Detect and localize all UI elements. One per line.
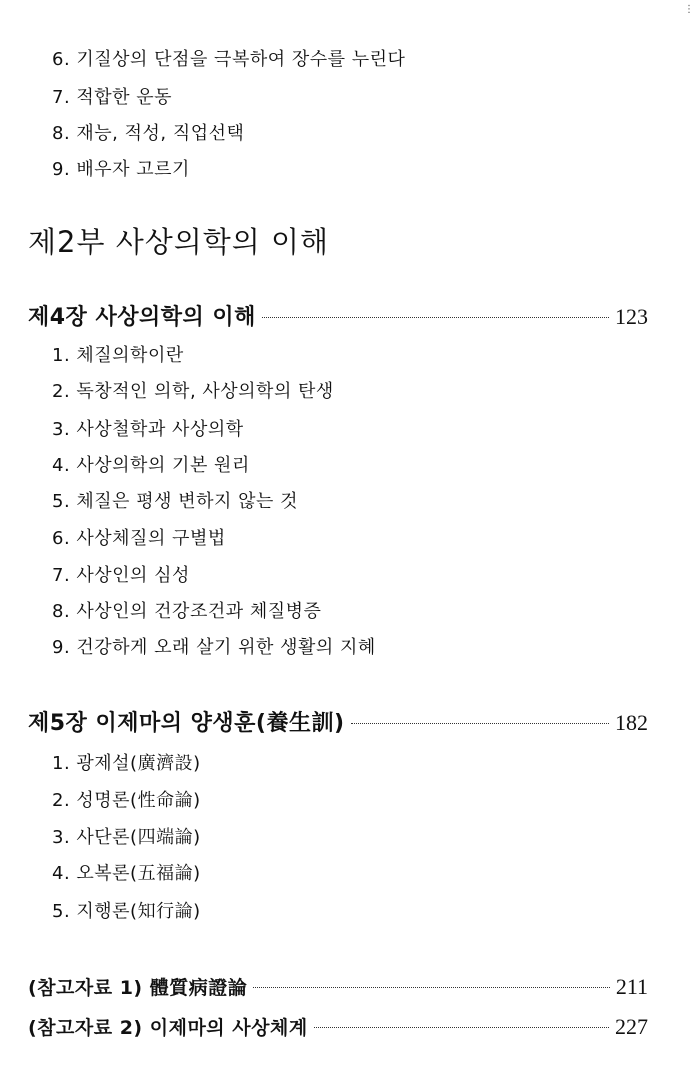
- chapter-title: 제4장 사상의학의 이해: [28, 305, 256, 330]
- chapter-entry: [28, 300, 648, 331]
- part-title: 제2부 사상의학의 이해: [28, 225, 330, 259]
- toc-item: 2. 독창적인 의학, 사상의학의 탄생: [52, 381, 334, 402]
- toc-item: 9. 건강하게 오래 살기 위한 생활의 지혜: [52, 637, 376, 658]
- toc-item: 3. 사상철학과 사상의학: [52, 419, 244, 440]
- scan-speck: ⋮: [684, 4, 694, 15]
- toc-item: 6. 기질상의 단점을 극복하여 장수를 누린다: [52, 49, 406, 70]
- toc-item: 4. 사상의학의 기본 원리: [52, 455, 250, 476]
- toc-item: 3. 사단론(四端論): [52, 827, 201, 848]
- toc-item: 8. 재능, 적성, 직업선택: [52, 123, 245, 144]
- reference-entry: [28, 1013, 648, 1040]
- toc-item: 6. 사상체질의 구별법: [52, 528, 226, 549]
- dot-leader: [262, 317, 609, 318]
- page-number: 227: [615, 1014, 648, 1039]
- chapter-title: 제5장 이제마의 양생훈(養生訓): [28, 711, 345, 736]
- dot-leader: [314, 1027, 609, 1028]
- toc-item: 1. 체질의학이란: [52, 345, 184, 366]
- toc-item: 2. 성명론(性命論): [52, 790, 201, 811]
- toc-item: 5. 체질은 평생 변하지 않는 것: [52, 491, 299, 512]
- toc-item: 7. 적합한 운동: [52, 87, 173, 108]
- dot-leader: [253, 987, 610, 988]
- page-number: 182: [615, 710, 648, 735]
- dot-leader: [351, 723, 609, 724]
- chapter-entry: [28, 706, 648, 737]
- page-number: 123: [615, 304, 648, 329]
- toc-item: 8. 사상인의 건강조건과 체질병증: [52, 601, 322, 622]
- toc-item: 4. 오복론(五福論): [52, 863, 201, 884]
- toc-item: 5. 지행론(知行論): [52, 901, 201, 922]
- reference-title: (참고자료 1) 體質病證論: [28, 977, 248, 999]
- reference-title: (참고자료 2) 이제마의 사상체계: [28, 1017, 308, 1039]
- reference-entry: [28, 973, 648, 1000]
- page-number: 211: [615, 974, 648, 999]
- toc-item: 1. 광제설(廣濟設): [52, 753, 201, 774]
- toc-item: 9. 배우자 고르기: [52, 159, 190, 180]
- toc-item: 7. 사상인의 심성: [52, 565, 190, 586]
